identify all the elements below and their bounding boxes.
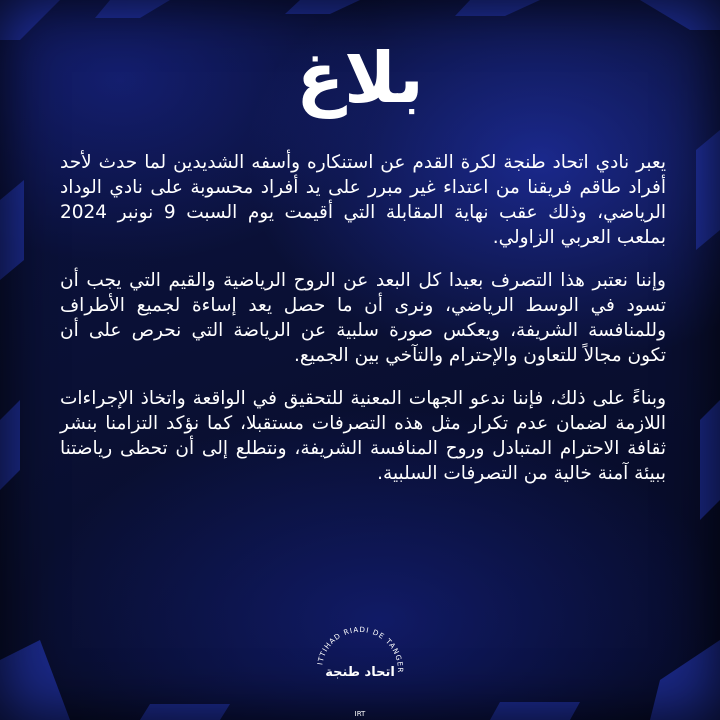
- page-title: بلاغ: [296, 37, 424, 119]
- paragraph-2: وإننا نعتبر هذا التصرف بعيدا كل البعد عن الروح الرياضية والقيم التي يجب أن تسود في الوسط الرياضي، ونرى أن ما حصل يعد إساءة لجميع الأطراف وللمنافسة الشريفة، ويعكس صورة سلبية عن الرياضة التي نحرص على أن تكون مجالاً للتعاون والإحترام والتآخي بين الجميع.: [60, 270, 666, 366]
- statement-body: [60, 150, 666, 504]
- logo-ring-text: ITTIHAD RIADI DE TANGER: [315, 624, 406, 674]
- logo-short-text: IRT: [354, 710, 366, 718]
- club-logo: [310, 620, 410, 720]
- paragraph-3: وبناءً على ذلك، فإننا ندعو الجهات المعنية للتحقيق في الواقعة واتخاذ الإجراءات اللازمة لضمان عدم تكرار مثل هذه التصرفات مستقبلا، كما نؤكد التزامنا بنشر ثقافة الاحترام المتبادل وروح المنافسة الشريفة، ونتطلع إلى أن تحظى رياضتنا ببيئة آمنة خالية من التصرفات السلبية.: [60, 388, 666, 484]
- logo-arabic-text: اتحاد طنجة: [325, 665, 395, 680]
- paragraph-1: يعبر نادي اتحاد طنجة لكرة القدم عن استنكاره وأسفه الشديدين لما حدث لأحد أفراد طاقم فريقنا من اعتداء غير مبرر على يد أفراد محسوبة على نادي الوداد الرياضي، وذلك عقب نهاية المقابلة التي أقيمت يوم السبت 9 نونبر 2024 بملعب العربي الزاولي.: [60, 152, 666, 248]
